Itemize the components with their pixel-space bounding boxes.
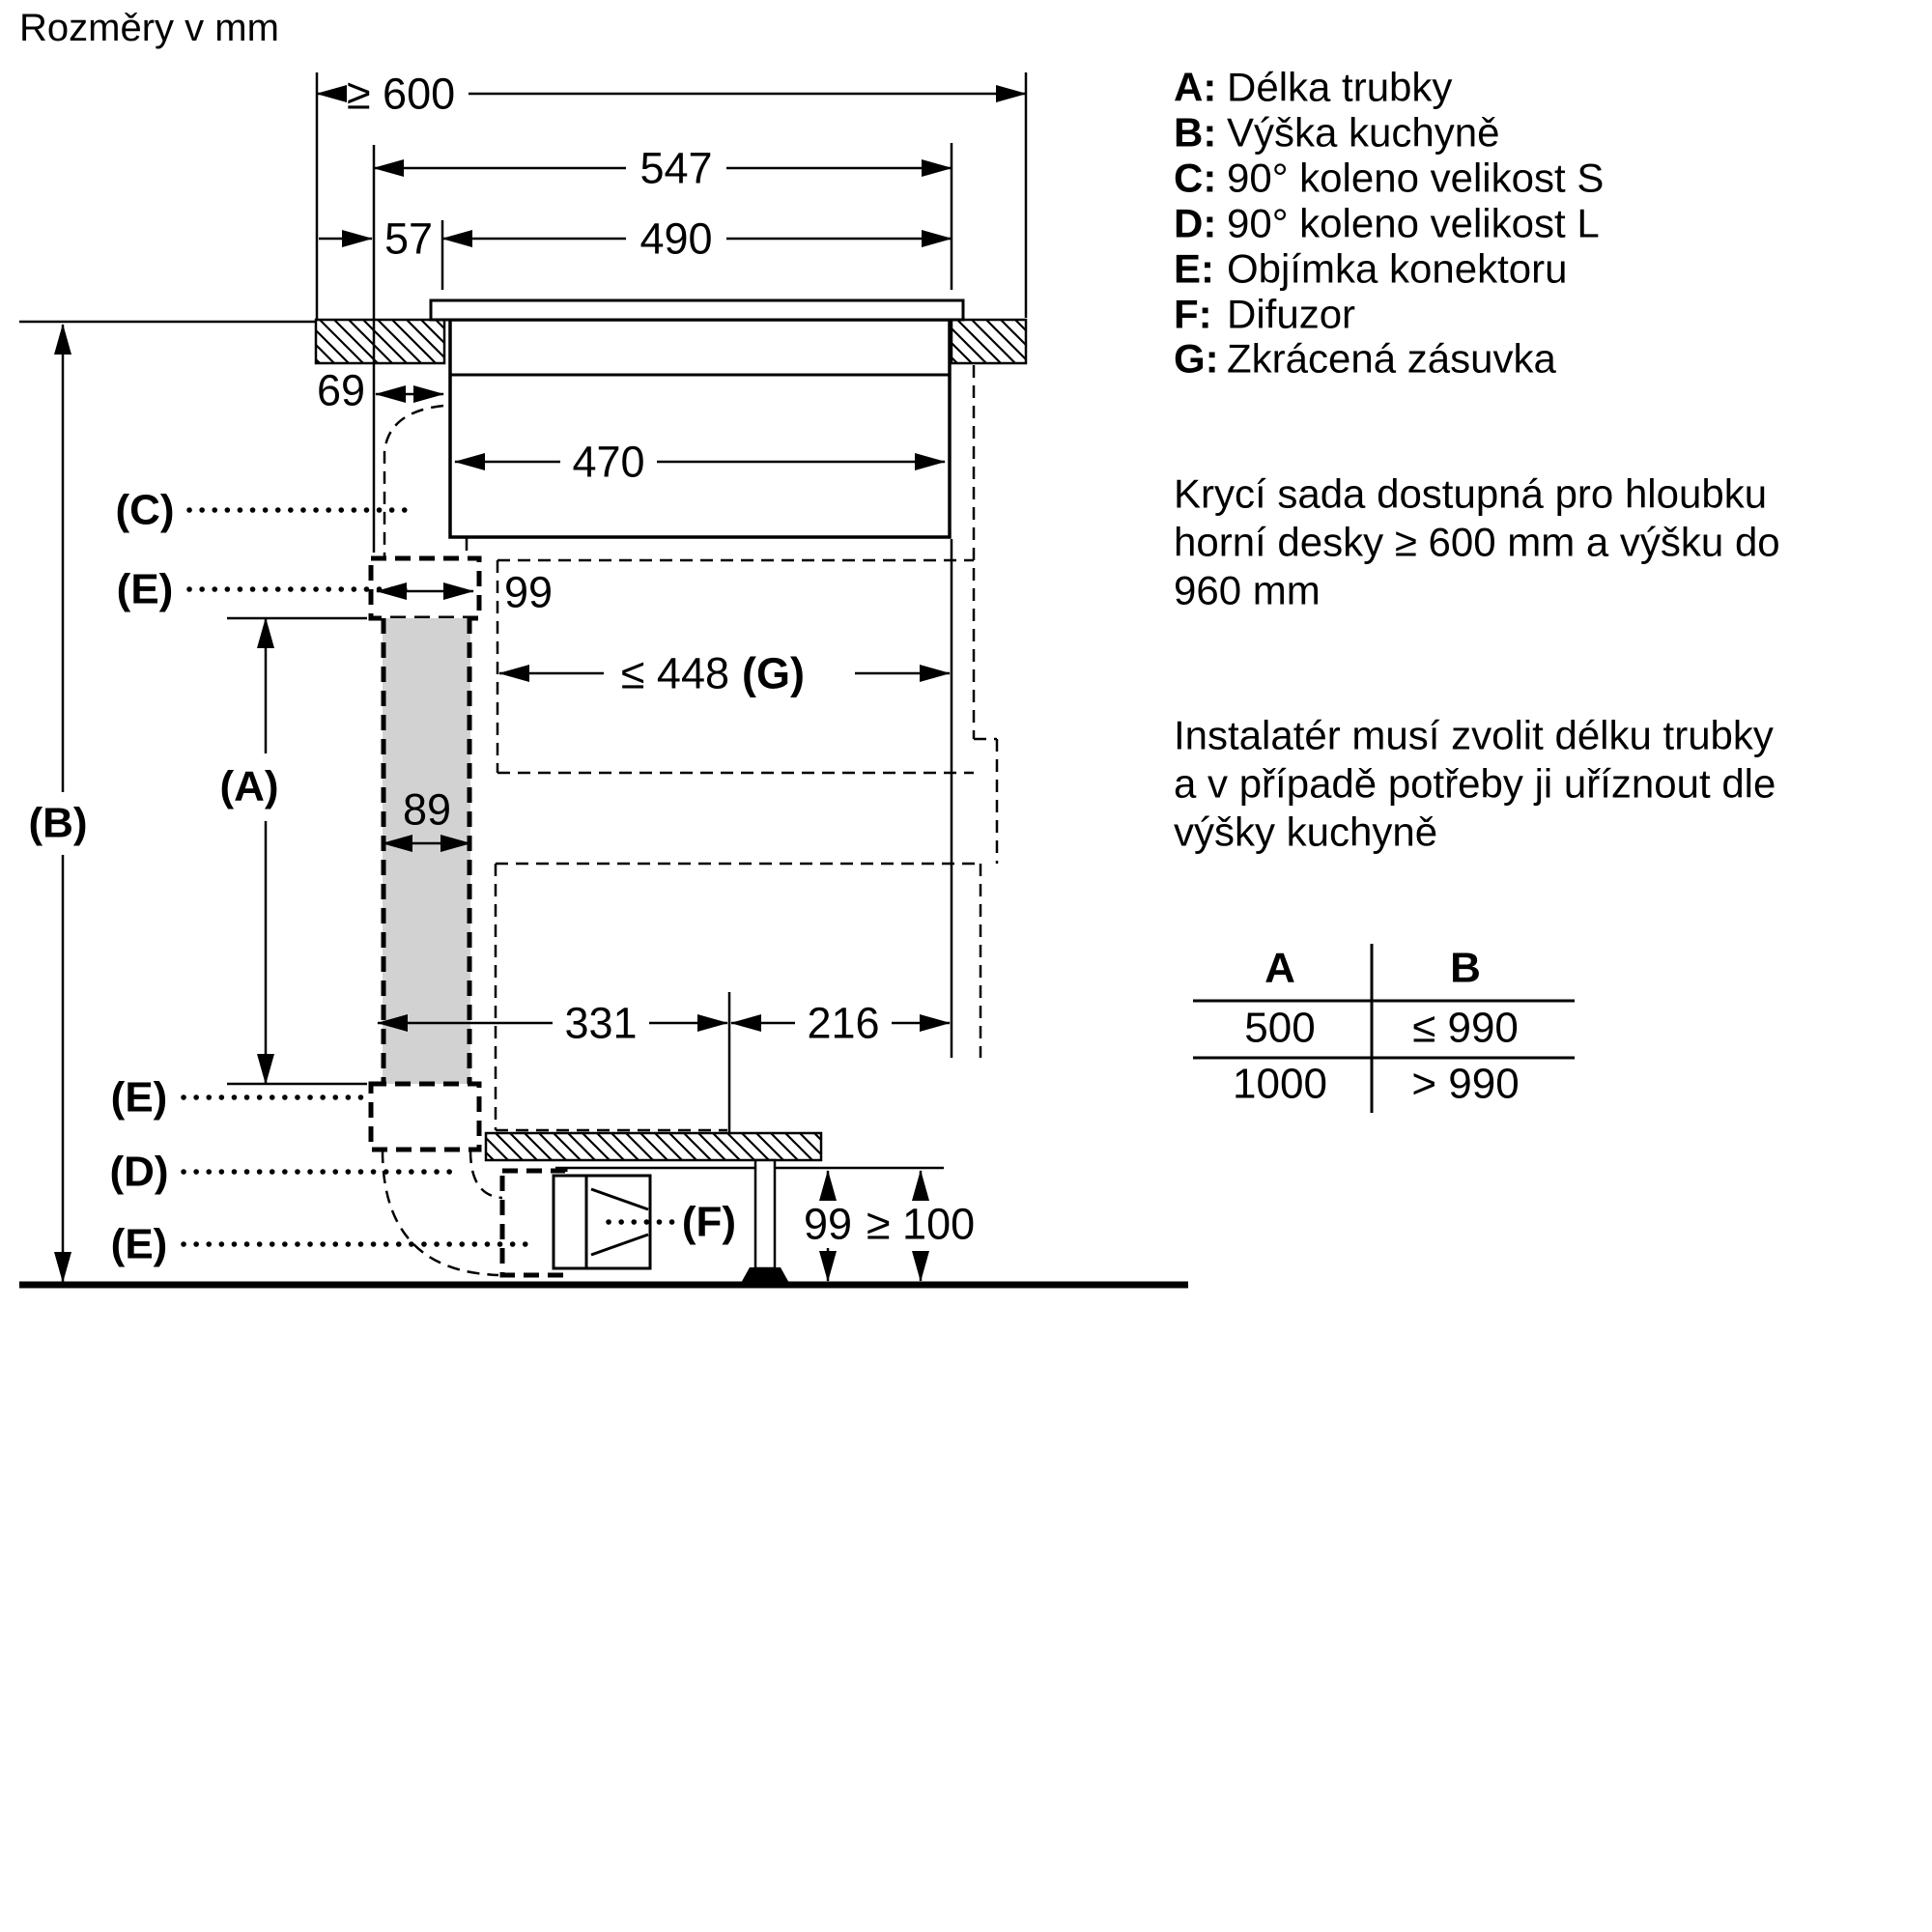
table-cell-b1: ≤ 990 (1412, 1004, 1519, 1052)
drawer-box-g (497, 560, 974, 773)
legend-key-g: G: (1174, 335, 1219, 382)
legend-label-a: Délka trubky (1227, 64, 1453, 110)
duct-elbow-d (383, 1151, 502, 1275)
legend-key-f: F: (1174, 291, 1212, 337)
dim-value-216: 216 (807, 998, 880, 1048)
lower-cabinet-box (496, 864, 980, 1130)
dim-bottom-216 (731, 999, 950, 1048)
dim-value-57: 57 (384, 213, 434, 264)
elbow-d-outer (383, 1151, 498, 1275)
dim-value-89: 89 (402, 784, 452, 835)
dim-worktop-depth (317, 70, 1026, 119)
label-e2: (E) (110, 1073, 168, 1122)
label-a: (A) (219, 762, 279, 810)
dim-value-99-sleeve: 99 (504, 567, 554, 617)
label-d: (D) (109, 1148, 169, 1196)
note-line: a v případě potřeby ji uříznout dle (1174, 760, 1776, 807)
note-installer (1174, 713, 1776, 855)
legend-label-f: Difuzor (1227, 291, 1356, 337)
legend-key-e: E: (1174, 245, 1214, 292)
tube-a (383, 618, 470, 1084)
dim-ref-g: (G) (742, 648, 805, 698)
legend-key-c: C: (1174, 155, 1217, 201)
legend-label-b: Výška kuchyně (1227, 109, 1500, 156)
table-cell-a1: 500 (1244, 1004, 1316, 1052)
dim-value-331: 331 (564, 998, 638, 1048)
note-line: 960 mm (1174, 567, 1321, 613)
dim-value-470: 470 (572, 437, 645, 487)
dim-value-448: ≤ 448 (620, 648, 729, 698)
note-line: Krycí sada dostupná pro hloubku (1174, 470, 1768, 517)
dim-value-490: 490 (639, 213, 713, 264)
counter-section-right (952, 320, 1026, 363)
counter-section-left (316, 320, 444, 363)
hob-unit (431, 300, 963, 537)
dim-value-600: ≥ 600 (346, 69, 456, 119)
legend-label-c: 90° koleno velikost S (1227, 155, 1605, 201)
legend-label-d: 90° koleno velikost L (1227, 200, 1600, 246)
label-b: (B) (28, 799, 88, 847)
hob-glass-top (431, 300, 963, 320)
table-cell-a2: 1000 (1233, 1060, 1327, 1108)
dim-offset-57 (319, 214, 433, 264)
legend (1174, 65, 1604, 382)
note-line: Instalatér musí zvolit délku trubky (1174, 712, 1774, 758)
ab-table (1193, 944, 1575, 1113)
legend-label-g: Zkrácená zásuvka (1227, 335, 1556, 382)
sleeve-e1-box (371, 558, 479, 618)
legend-label-e: Objímka konektoru (1227, 245, 1568, 292)
dim-hob-top-490 (442, 214, 952, 264)
table-cell-b2: > 990 (1411, 1060, 1520, 1108)
dim-tube-length-a (219, 618, 278, 1084)
dim-cutout-547 (374, 144, 952, 193)
dim-value-547: 547 (639, 143, 713, 193)
extension-lines (227, 69, 1026, 1084)
connector-sleeve-mid (371, 1084, 479, 1150)
legend-key-b: B: (1174, 109, 1217, 156)
sleeve-e2-box (371, 1084, 479, 1150)
dim-clearance-100 (867, 1171, 975, 1281)
table-header-a: A (1264, 944, 1295, 992)
legend-key-a: A: (1174, 64, 1217, 110)
bottom-plate (486, 1133, 821, 1160)
hob-body (450, 320, 950, 537)
note-line: výšky kuchyně (1174, 809, 1438, 855)
dim-kitchen-height-b (28, 325, 87, 1282)
connector-sleeve-top (371, 558, 479, 618)
label-c: (C) (115, 486, 175, 534)
dim-diffuser-99 (804, 1171, 852, 1281)
elbow-c-outer (384, 406, 443, 557)
label-e3: (E) (110, 1220, 168, 1268)
leg-foot (740, 1267, 790, 1285)
dim-value-69: 69 (316, 365, 365, 415)
cabinet-leg (755, 1160, 775, 1268)
dim-value-100: ≥ 100 (866, 1199, 976, 1249)
cabinet-back-dashed-lines (974, 365, 997, 864)
table-header-b: B (1450, 944, 1481, 992)
dim-value-99-bottom: 99 (803, 1199, 853, 1249)
note-cover-kit (1174, 471, 1780, 613)
dim-drawer-448 (499, 649, 950, 698)
note-line: horní desky ≥ 600 mm a výšku do (1174, 519, 1780, 565)
dim-duct-offset-69 (317, 366, 443, 415)
tube-fill (383, 618, 470, 1084)
page-title: Rozměry v mm (19, 7, 279, 49)
label-e1: (E) (116, 565, 174, 613)
legend-key-d: D: (1174, 200, 1217, 246)
label-f: (F) (681, 1198, 737, 1246)
